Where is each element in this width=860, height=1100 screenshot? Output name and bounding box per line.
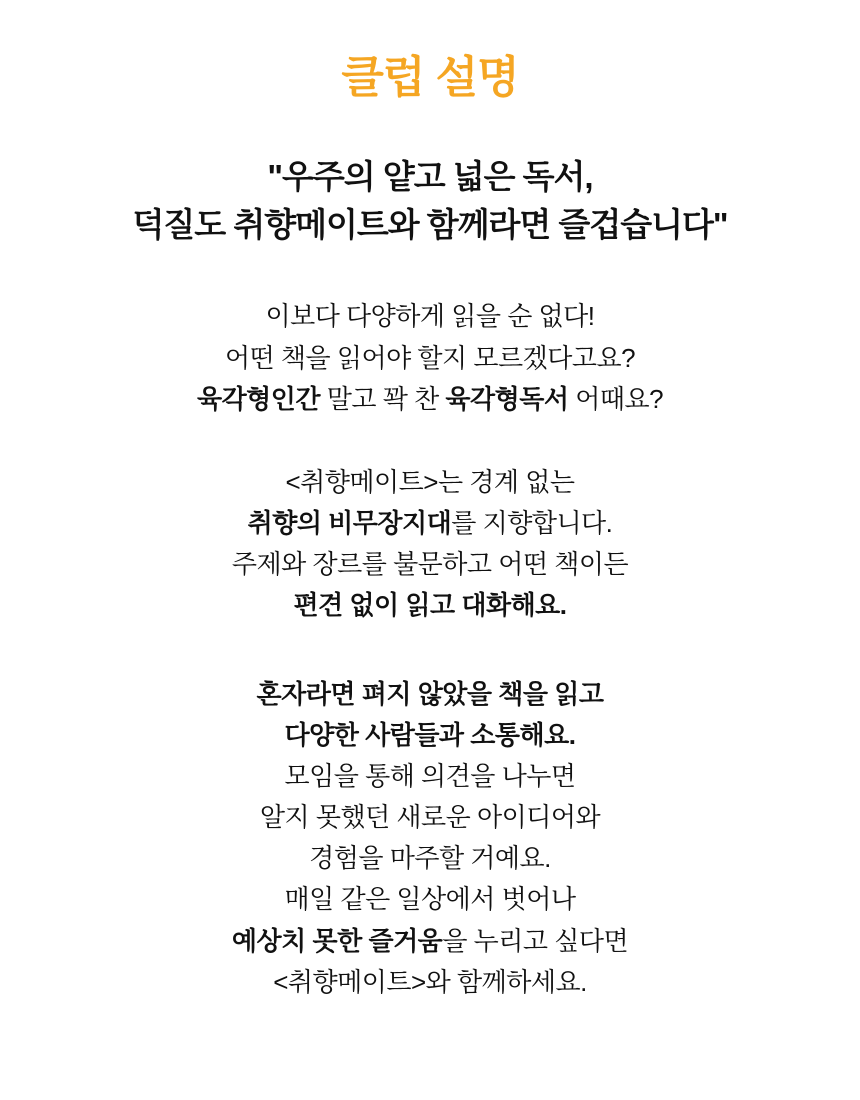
body-text: 어때요? (568, 383, 664, 414)
text-line (0, 674, 860, 715)
page-title: 클럽 설명 (341, 53, 519, 102)
emphasis-text: 육각형독서 (445, 383, 569, 414)
text-line (0, 756, 860, 797)
body-text: 어떤 책을 읽어야 할지 모르겠다고요? (224, 342, 636, 373)
emphasis-text: 편견 없이 읽고 대화해요. (293, 589, 567, 620)
emphasis-text: 예상치 못한 즐거움 (231, 925, 443, 956)
body-text: 주제와 장르를 불문하고 어떤 책이든 (231, 548, 629, 579)
body-text: 모임을 통해 의견을 나누면 (284, 761, 576, 792)
text-line (0, 715, 860, 756)
text-line (0, 338, 860, 379)
body-text: <취향메이트>는 경계 없는 (285, 466, 575, 497)
body-text: 말고 꽉 찬 (320, 383, 446, 414)
text-line (0, 379, 860, 420)
paragraph-intro (0, 248, 860, 419)
text-line (0, 462, 860, 503)
paragraph-invite (0, 626, 860, 1003)
text-line (0, 503, 860, 544)
text-line (0, 921, 860, 962)
text-line (0, 962, 860, 1003)
text-line (0, 838, 860, 879)
body-text: 를 지향합니다. (451, 507, 613, 538)
text-line (0, 544, 860, 585)
headline (0, 105, 860, 249)
headline-line: 덕질도 취향메이트와 함께라면 즐겁습니다" (132, 205, 728, 243)
body-text: 을 누리고 싶다면 (442, 925, 629, 956)
body-text: <취향메이트>와 함께하세요. (273, 966, 587, 997)
text-line (0, 585, 860, 626)
body-text: 알지 못했던 새로운 아이디어와 (259, 802, 601, 833)
body-text: 이보다 다양하게 읽을 순 없다! (265, 301, 595, 332)
text-line (0, 797, 860, 838)
text-line (0, 296, 860, 337)
emphasis-text: 취향의 비무장지대 (247, 507, 452, 538)
headline-line: "우주의 얕고 넓은 독서, (267, 157, 593, 195)
body-text: 매일 같은 일상에서 벗어나 (284, 884, 576, 915)
emphasis-text: 혼자라면 펴지 않았을 책을 읽고 (256, 679, 604, 710)
text-line (0, 879, 860, 920)
emphasis-text: 육각형인간 (196, 383, 321, 414)
paragraph-concept (0, 420, 860, 626)
body-text: 경험을 마주할 거예요. (309, 843, 551, 874)
emphasis-text: 다양한 사람들과 소통해요. (284, 720, 576, 751)
